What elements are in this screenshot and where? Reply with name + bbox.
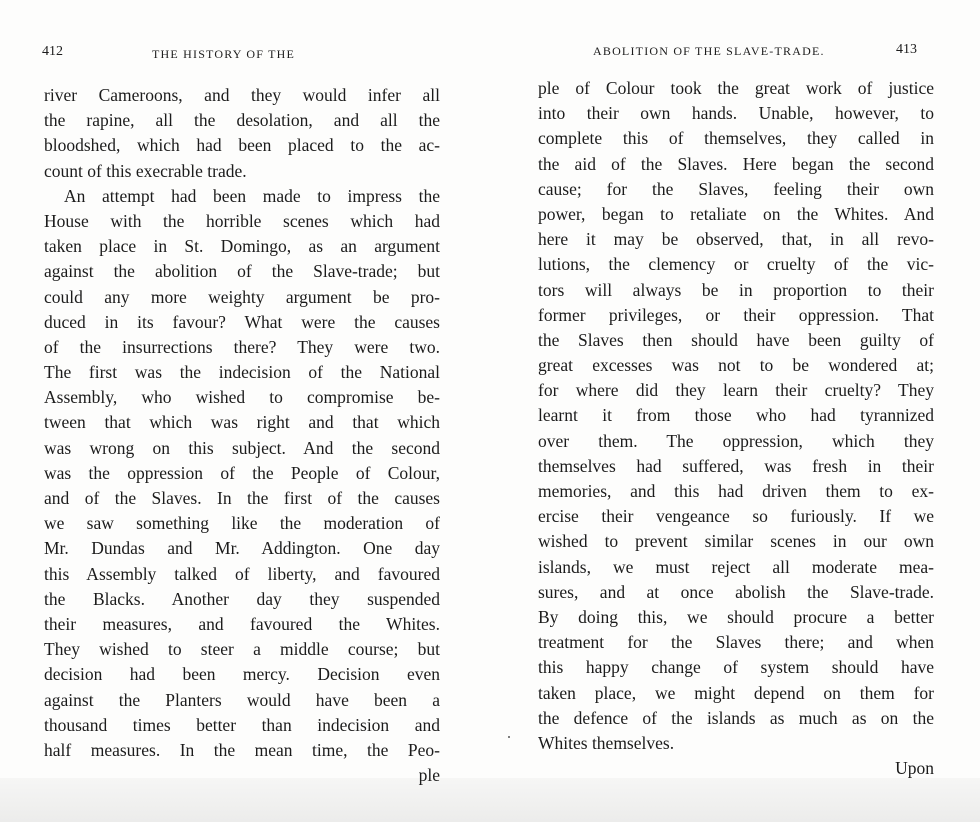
text-line: the rapine, all the desolation, and all the (44, 110, 440, 131)
text-line: themselves had suffered, was fresh in their (538, 455, 934, 476)
text-line: treatment for the Slaves there; and when (538, 632, 934, 653)
text-line: count of this execrable trade. (44, 160, 247, 181)
text-line: we saw something like the moderation of (44, 513, 440, 534)
text-line: The first was the indecision of the National (44, 362, 440, 383)
text-line: Whites themselves. (538, 732, 675, 753)
text-line: here it may be observed, that, in all revo- (538, 229, 934, 250)
running-head: ABOLITION OF THE SLAVE-TRADE. (593, 44, 825, 58)
text-line: complete this of themselves, they called in (538, 128, 934, 149)
text-line: tors will always be in proportion to their (538, 279, 934, 300)
text-line: ercise their vengeance so furiously. If we (538, 506, 934, 527)
text-line: duced in its favour? What were the causes (44, 311, 440, 332)
right-page-body (538, 76, 934, 781)
text-line: into their own hands. Unable, however, to (538, 103, 934, 124)
text-line: cause; for the Slaves, feeling their own (538, 178, 934, 199)
text-line: taken place in St. Domingo, as an argument (44, 236, 440, 257)
running-head: THE HISTORY OF THE (152, 47, 296, 61)
catchword: ple (418, 765, 440, 786)
text-line: for where did they learn their cruelty? They (538, 380, 934, 401)
text-line: against the Planters would have been a (44, 689, 440, 710)
text-line: thousand times better than indecision and (44, 714, 440, 735)
text-line: Mr. Dundas and Mr. Addington. One day (44, 538, 440, 559)
text-line: was the oppression of the People of Colour, (44, 462, 440, 483)
text-line: House with the horrible scenes which had (44, 210, 440, 231)
text-line: this Assembly talked of liberty, and favoured (44, 563, 440, 584)
text-line: half measures. In the mean time, the Peo- (44, 739, 440, 760)
text-line: ple of Colour took the great work of justice (538, 78, 934, 98)
text-line: river Cameroons, and they would infer all (44, 85, 440, 105)
text-line: bloodshed, which had been placed to the ac- (44, 135, 440, 156)
text-line: sures, and at once abolish the Slave-trade. (538, 581, 934, 602)
text-line: decision had been mercy. Decision even (44, 664, 440, 685)
text-line: They wished to steer a middle course; but (44, 639, 440, 660)
left-page-body (44, 83, 440, 788)
left-page-header (44, 44, 440, 64)
text-line: their measures, and favoured the Whites. (44, 613, 440, 634)
text-line: An attempt had been made to impress the (64, 185, 440, 206)
text-line: islands, we must reject all moderate mea- (538, 556, 934, 577)
page-number: 413 (896, 42, 917, 57)
text-line: lutions, the clemency or cruelty of the vic- (538, 254, 934, 275)
text-line: the defence of the islands as much as on the (538, 707, 934, 728)
text-line: against the abolition of the Slave-trade; but (44, 261, 440, 282)
right-page-header (538, 44, 934, 64)
text-line: was wrong on this subject. And the second (44, 437, 440, 458)
text-line: and of the Slaves. In the first of the causes (44, 488, 440, 508)
ink-speck (508, 736, 510, 738)
text-line: taken place, we might depend on them for (538, 682, 934, 703)
text-line: the Slaves then should have been guilty of (538, 329, 934, 350)
text-line: wished to prevent similar scenes in our own (538, 531, 934, 552)
text-line: this happy change of system should have (538, 657, 934, 678)
text-line: Assembly, who wished to compromise be- (44, 387, 440, 408)
text-line: former privileges, or their oppression. That (538, 304, 934, 325)
text-line: could any more weighty argument be pro- (44, 286, 440, 307)
page-number: 412 (42, 44, 63, 59)
catchword: Upon (895, 758, 934, 779)
text-line: the aid of the Slaves. Here began the second (538, 153, 934, 174)
text-line: learnt it from those who had tyrannized (538, 405, 934, 426)
text-line: over them. The oppression, which they (538, 430, 934, 451)
text-line: power, began to retaliate on the Whites. And (538, 203, 934, 224)
text-line: tween that which was right and that which (44, 412, 440, 433)
text-line: of the insurrections there? They were two. (44, 336, 440, 357)
text-line: By doing this, we should procure a better (538, 606, 934, 627)
text-line: great excesses was not to be wondered at; (538, 355, 934, 376)
text-line: memories, and this had driven them to ex- (538, 481, 934, 501)
text-line: the Blacks. Another day they suspended (44, 588, 440, 609)
